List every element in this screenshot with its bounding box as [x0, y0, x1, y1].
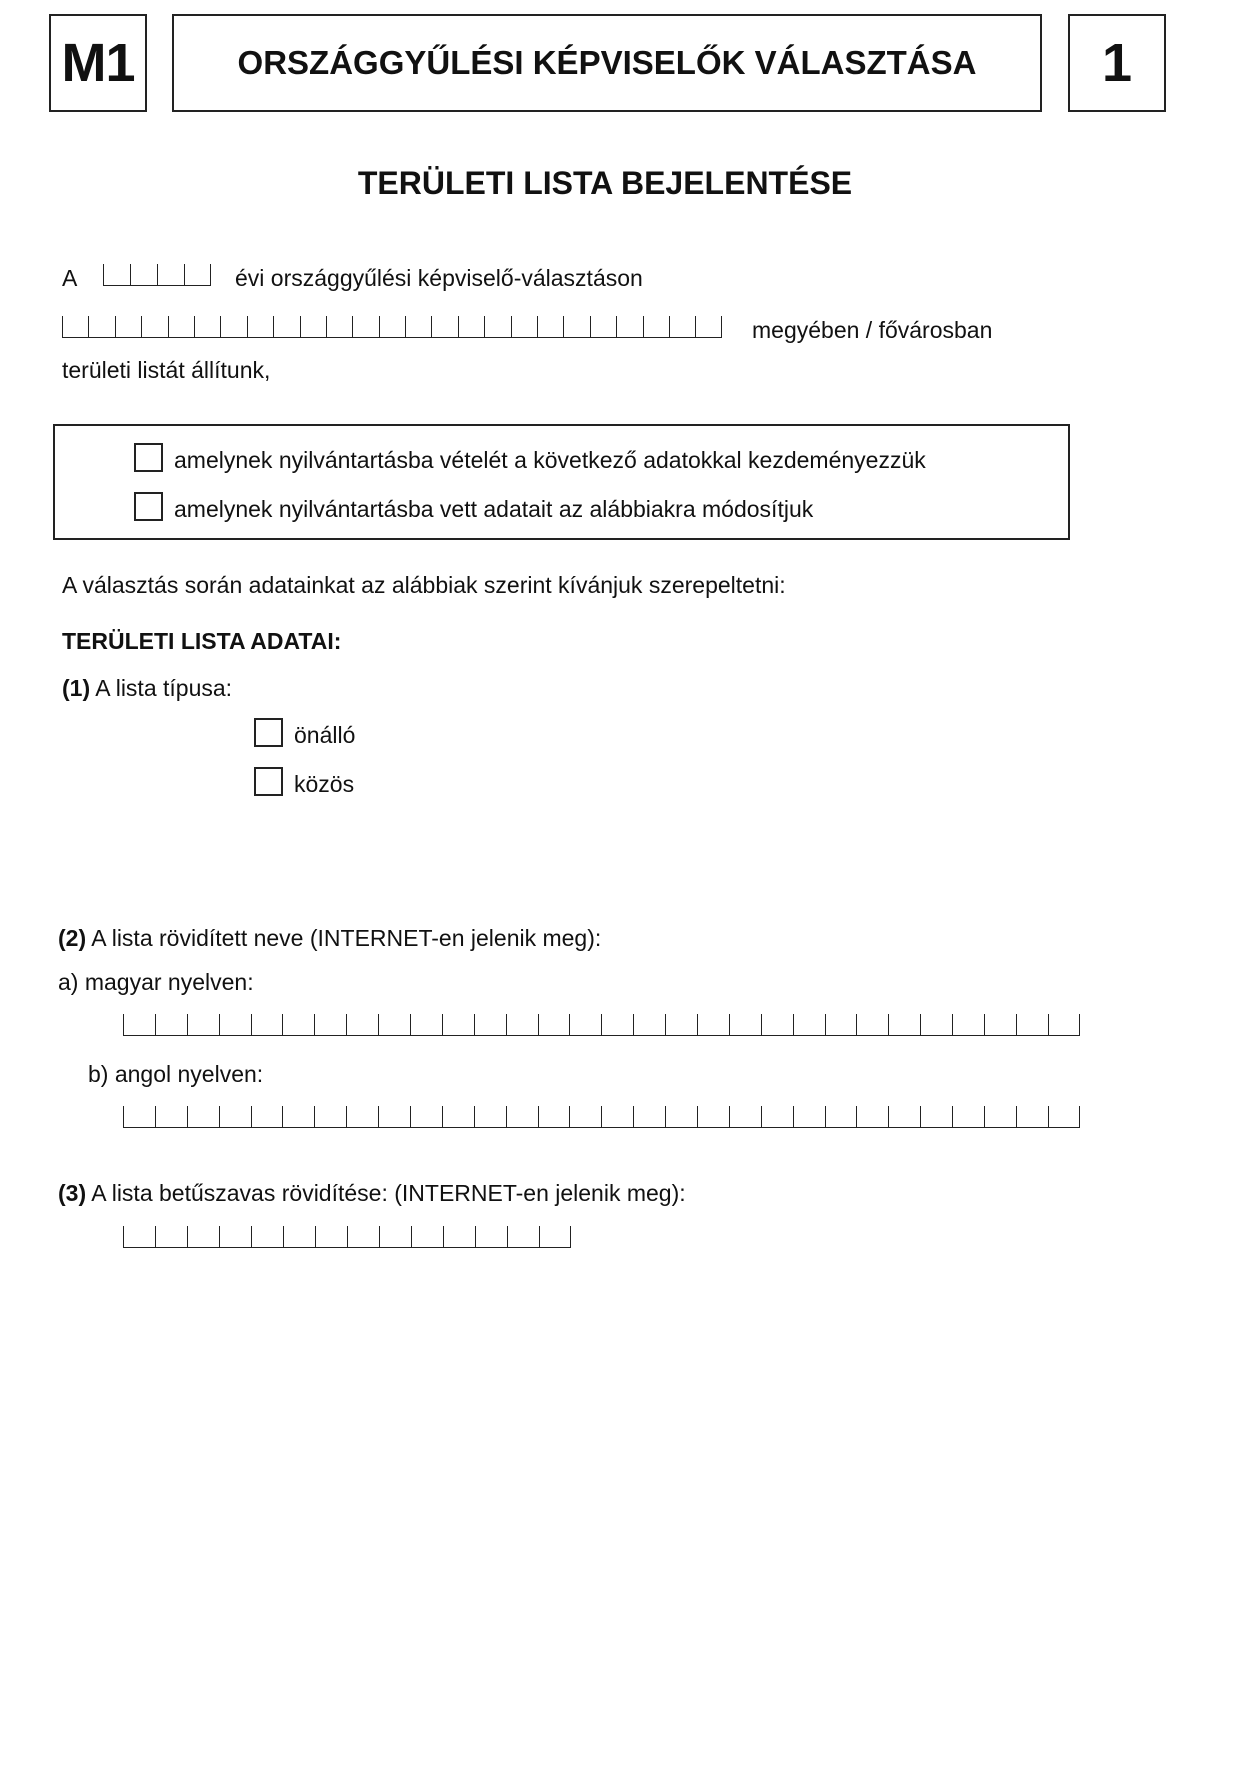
comb-cell	[155, 1226, 187, 1248]
comb-cell	[443, 1226, 475, 1248]
q2-number: (2)	[58, 925, 87, 951]
comb-cell	[665, 1014, 697, 1036]
form-code-box	[49, 14, 147, 112]
comb-cell	[538, 1014, 570, 1036]
short-name-english-field[interactable]	[123, 1106, 1080, 1128]
comb-cell	[168, 316, 194, 338]
comb-cell	[62, 316, 88, 338]
comb-cell	[352, 316, 378, 338]
list-type-independent-checkbox[interactable]	[254, 718, 283, 747]
comb-cell	[410, 1106, 442, 1128]
comb-cell	[665, 1106, 697, 1128]
comb-cell	[856, 1014, 888, 1036]
header-title: ORSZÁGGYŰLÉSI KÉPVISELŐK VÁLASZTÁSA	[237, 44, 977, 81]
comb-cell	[601, 1014, 633, 1036]
comb-cell	[103, 264, 130, 286]
statement: A választás során adatainkat az alábbiak szerint kívánjuk szerepeltetni:	[62, 572, 786, 598]
comb-cell	[697, 1106, 729, 1128]
comb-cell	[569, 1106, 601, 1128]
new-registration-label: amelynek nyilvántartásba vételét a következő adatokkal kezdeményezzük	[174, 447, 926, 473]
comb-cell	[283, 1226, 315, 1248]
comb-cell	[115, 316, 141, 338]
comb-cell	[633, 1014, 665, 1036]
comb-cell	[474, 1106, 506, 1128]
comb-cell	[247, 316, 273, 338]
comb-cell	[379, 316, 405, 338]
comb-cell	[920, 1106, 952, 1128]
comb-cell	[793, 1014, 825, 1036]
comb-cell	[187, 1226, 219, 1248]
comb-cell	[484, 316, 510, 338]
comb-cell	[314, 1106, 346, 1128]
comb-cell	[729, 1014, 761, 1036]
comb-cell	[984, 1014, 1016, 1036]
comb-cell	[273, 316, 299, 338]
q2-hungarian-label: a) magyar nyelven:	[58, 969, 254, 995]
comb-cell	[563, 316, 589, 338]
comb-cell	[130, 264, 157, 286]
list-type-joint-label: közös	[294, 771, 355, 797]
intro-year-suffix: évi országgyűlési képviselő-választáson	[235, 265, 643, 291]
comb-cell	[888, 1106, 920, 1128]
comb-cell	[825, 1106, 857, 1128]
comb-cell	[123, 1106, 155, 1128]
comb-cell	[920, 1014, 952, 1036]
comb-cell	[590, 316, 616, 338]
comb-cell	[1048, 1106, 1080, 1128]
comb-cell	[761, 1014, 793, 1036]
comb-cell	[761, 1106, 793, 1128]
modify-registration-checkbox[interactable]	[134, 492, 163, 521]
comb-cell	[141, 316, 167, 338]
q1-label: A lista típusa:	[95, 675, 233, 701]
comb-cell	[378, 1014, 410, 1036]
comb-cell	[952, 1106, 984, 1128]
form-title: TERÜLETI LISTA BEJELENTÉSE	[357, 165, 853, 201]
comb-cell	[220, 316, 246, 338]
comb-cell	[411, 1226, 443, 1248]
comb-cell	[1048, 1014, 1080, 1036]
acronym-field[interactable]	[123, 1226, 571, 1248]
comb-cell	[251, 1226, 283, 1248]
comb-cell	[569, 1014, 601, 1036]
comb-cell	[793, 1106, 825, 1128]
intro-county-suffix: megyében / fővárosban	[752, 317, 993, 343]
comb-cell	[539, 1226, 571, 1248]
modify-registration-label: amelynek nyilvántartásba vett adatait az alábbiakra módosítjuk	[174, 496, 814, 522]
comb-cell	[378, 1106, 410, 1128]
comb-cell	[669, 316, 695, 338]
comb-cell	[888, 1014, 920, 1036]
comb-cell	[346, 1106, 378, 1128]
comb-cell	[511, 316, 537, 338]
comb-cell	[431, 316, 457, 338]
comb-cell	[194, 316, 220, 338]
comb-cell	[458, 316, 484, 338]
comb-cell	[616, 316, 642, 338]
comb-cell	[88, 316, 114, 338]
comb-cell	[601, 1106, 633, 1128]
comb-cell	[379, 1226, 411, 1248]
list-type-independent-label: önálló	[294, 722, 356, 748]
q3-number: (3)	[58, 1180, 87, 1206]
comb-cell	[155, 1014, 187, 1036]
section-title: TERÜLETI LISTA ADATAI:	[62, 628, 342, 654]
comb-cell	[697, 1014, 729, 1036]
comb-cell	[326, 316, 352, 338]
comb-cell	[346, 1014, 378, 1036]
comb-cell	[1016, 1014, 1048, 1036]
intro-line3: területi listát állítunk,	[62, 357, 271, 383]
comb-cell	[633, 1106, 665, 1128]
comb-cell	[1016, 1106, 1048, 1128]
comb-cell	[282, 1106, 314, 1128]
comb-cell	[474, 1014, 506, 1036]
comb-cell	[251, 1014, 283, 1036]
comb-cell	[300, 316, 326, 338]
q2-label: A lista rövidített neve (INTERNET-en jelenik meg):	[91, 925, 602, 951]
comb-cell	[184, 264, 211, 286]
comb-cell	[475, 1226, 507, 1248]
header-title-box	[172, 14, 1042, 112]
comb-cell	[506, 1106, 538, 1128]
comb-cell	[984, 1106, 1016, 1128]
comb-cell	[155, 1106, 187, 1128]
comb-cell	[537, 316, 563, 338]
q2-english-label: b) angol nyelven:	[88, 1061, 264, 1087]
q2-row	[58, 925, 601, 952]
form-code: M1	[61, 33, 135, 93]
comb-cell	[506, 1014, 538, 1036]
comb-cell	[347, 1226, 379, 1248]
comb-cell	[315, 1226, 347, 1248]
q3-label: A lista betűszavas rövidítése: (INTERNET-en jelenik meg):	[91, 1180, 686, 1206]
comb-cell	[405, 316, 431, 338]
comb-cell	[187, 1106, 219, 1128]
page-number: 1	[1101, 33, 1133, 93]
comb-cell	[442, 1106, 474, 1128]
intro-prefix: A	[62, 265, 78, 291]
year-comb-field[interactable]	[103, 264, 211, 286]
comb-cell	[251, 1106, 283, 1128]
comb-cell	[695, 316, 721, 338]
new-registration-checkbox[interactable]	[134, 443, 163, 472]
comb-cell	[123, 1014, 155, 1036]
page-number-box	[1068, 14, 1166, 112]
county-comb-field[interactable]	[62, 316, 722, 338]
comb-cell	[442, 1014, 474, 1036]
q1-row	[62, 675, 232, 702]
comb-cell	[314, 1014, 346, 1036]
comb-cell	[219, 1014, 251, 1036]
comb-cell	[410, 1014, 442, 1036]
comb-cell	[952, 1014, 984, 1036]
comb-cell	[538, 1106, 570, 1128]
comb-cell	[157, 264, 184, 286]
comb-cell	[219, 1106, 251, 1128]
q3-row	[58, 1180, 686, 1207]
comb-cell	[187, 1014, 219, 1036]
comb-cell	[123, 1226, 155, 1248]
comb-cell	[643, 316, 669, 338]
comb-cell	[507, 1226, 539, 1248]
comb-cell	[219, 1226, 251, 1248]
list-type-joint-checkbox[interactable]	[254, 767, 283, 796]
short-name-hungarian-field[interactable]	[123, 1014, 1080, 1036]
comb-cell	[282, 1014, 314, 1036]
comb-cell	[729, 1106, 761, 1128]
comb-cell	[856, 1106, 888, 1128]
q1-number: (1)	[62, 675, 91, 701]
comb-cell	[825, 1014, 857, 1036]
